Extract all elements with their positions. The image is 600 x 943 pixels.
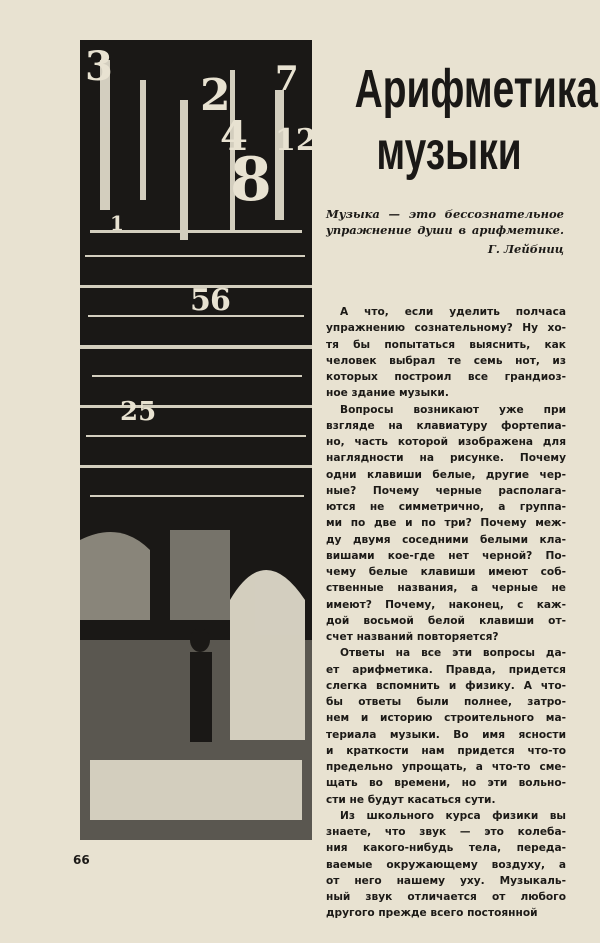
text-line: и краткости нам придется что-то — [326, 744, 566, 757]
text-line: ственные названия, а черные не — [326, 582, 566, 595]
text-line: ные? Почему черные располага- — [326, 484, 566, 497]
text-line: вишами кое-где нет черной? По- — [326, 549, 566, 562]
paragraph — [326, 304, 566, 402]
illustration-numeral: 4 — [220, 113, 248, 160]
text-line: ются не симметрично, а группа- — [326, 501, 566, 513]
illustration-numeral: 6 — [210, 283, 231, 318]
text-line: знаете, что звук — это колеба- — [326, 826, 566, 838]
epigraph-line: Музыка — это бессознательное — [326, 207, 564, 221]
text-line: ет арифметика. Правда, придется — [326, 663, 566, 676]
illustration-music-numbers-orchestra — [80, 40, 317, 840]
text-line: щать во времени, но эти вольно- — [326, 777, 566, 790]
text-line: тя бы попытаться выяснить, как — [326, 338, 566, 351]
page-number: 66 — [73, 853, 90, 867]
text-line: Ответы на все эти вопросы да- — [340, 647, 566, 660]
text-line: нем и историю строительного ма- — [326, 712, 566, 725]
text-line: другого прежде всего постоянной — [326, 907, 538, 920]
text-line: ния какого-нибудь тела, переда- — [326, 842, 566, 855]
text-line: упражнению сознательному? Ну хо- — [326, 322, 566, 335]
text-line: ный звук отличается от любого — [326, 891, 566, 903]
text-line: которых построил все грандиоз- — [326, 371, 566, 383]
text-line: человек выбрал те семь нот, из — [326, 354, 566, 367]
illustration-numeral: 3 — [85, 43, 113, 90]
text-line: наглядности на рисунке. Почему — [326, 452, 566, 465]
text-line: имеют? Почему, наконец, с каж- — [326, 598, 566, 611]
illustration-numeral: 12 — [275, 123, 317, 158]
illustration-numeral: 1 — [110, 211, 124, 235]
text-line: дой восьмой белой клавиши от- — [326, 614, 566, 627]
article-body — [326, 304, 566, 922]
epigraph-author: Г. Лейбниц — [487, 242, 564, 256]
article-title-line-2: музыки — [376, 121, 522, 181]
text-line: ваемые окружающему воздуху, а — [326, 858, 566, 871]
text-line: от него нашему уху. Музыкаль- — [326, 874, 566, 887]
text-line: териала музыки. Во имя ясности — [326, 728, 566, 741]
text-line: сти не будут касаться сути. — [326, 793, 496, 806]
text-line: слегка вспомнить и физику. А что- — [326, 679, 566, 692]
text-line: Из школьного курса физики вы — [340, 809, 566, 822]
paragraph — [326, 402, 566, 646]
illustration-numeral: 5 — [190, 283, 211, 318]
paragraph — [326, 808, 566, 922]
epigraph-line: упражнение души в арифметике. — [326, 223, 564, 237]
text-line: счет названий повторяется? — [326, 631, 499, 643]
text-line: чему белые клавиши имеют соб- — [326, 566, 566, 578]
illustration-numeral: 2 — [200, 70, 231, 121]
text-line: одни клавиши белые, другие чер- — [326, 468, 566, 481]
text-line: ное здание музыки. — [326, 387, 449, 400]
text-line: ду двумя соседними белыми кла- — [326, 533, 566, 546]
illustration-numeral: 8 — [230, 145, 272, 215]
text-line: Вопросы возникают уже при — [340, 403, 566, 416]
text-line: взгляде на клавиатуру фортепиа- — [326, 419, 566, 432]
text-line: предельно упрощать, а что-то сме- — [326, 761, 566, 773]
text-line: бы ответы были полнее, затро- — [326, 696, 566, 708]
text-line: но, часть которой изображена для — [326, 436, 566, 448]
article-title-line-1: Арифметика — [354, 59, 598, 119]
text-line: А что, если уделить полчаса — [340, 306, 566, 318]
illustration-numeral: 7 — [275, 59, 299, 99]
paragraph — [326, 645, 566, 808]
illustration-art — [80, 40, 317, 840]
text-line: ми по две и по три? Почему меж- — [326, 517, 566, 530]
illustration-numeral: 25 — [120, 397, 157, 427]
epigraph — [326, 206, 564, 257]
